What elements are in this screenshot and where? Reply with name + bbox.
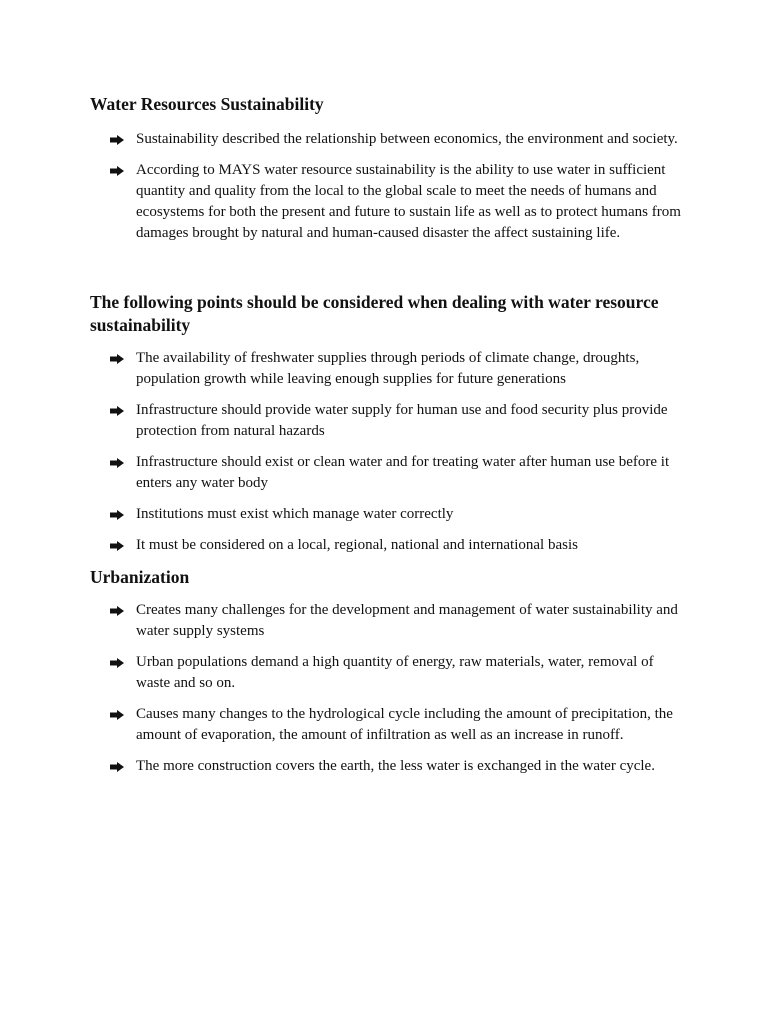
section-heading: Urbanization [90,567,190,587]
list-item [0,400,768,442]
bullet-list [0,348,768,556]
list-item-text: Infrastructure should provide water supply for human use and food security plus provide protection from natural hazards [136,402,668,439]
list-item [0,160,768,244]
list-item-text: Infrastructure should exist or clean water and for treating water after human use before it enters any water body [136,454,670,491]
right-arrow-icon [110,160,126,181]
right-arrow-icon [110,129,126,150]
list-item [0,756,768,777]
list-item [0,704,768,746]
list-item-text: The availability of freshwater supplies through periods of climate change, droughts, population growth while leaving enough supplies for future generations [136,350,640,387]
right-arrow-icon [110,400,126,421]
right-arrow-icon [110,452,126,473]
list-item [0,535,768,556]
bullet-list [0,600,768,777]
list-item-text: Causes many changes to the hydrological cycle including the amount of precipitation, the amount of evaporation, the amount of infiltration as well as an increase in runoff. [136,706,673,743]
list-item [0,504,768,525]
list-item-text: Creates many challenges for the development and management of water sustainability and water supply systems [136,602,678,639]
right-arrow-icon [110,535,126,556]
list-item [0,348,768,390]
list-item [0,452,768,494]
bullet-list [0,129,768,244]
list-item [0,652,768,694]
list-item-text: Institutions must exist which manage water correctly [136,506,454,522]
right-arrow-icon [110,504,126,525]
right-arrow-icon [110,756,126,777]
list-item-text: According to MAYS water resource sustainability is the ability to use water in sufficient quantity and quality from the local to the global scale to meet the needs of humans and ecosystems for both the present and future to sustain life as well as to protect humans from damages brought by natural and human-caused disaster the affect sustaining life. [136,162,681,241]
list-item [0,600,768,642]
right-arrow-icon [110,652,126,673]
list-item-text: It must be considered on a local, regional, national and international basis [136,537,578,553]
section-heading: Water Resources Sustainability [90,94,324,114]
list-item [0,129,768,150]
section-water-resources-sustainability [0,93,768,244]
list-item-text: Urban populations demand a high quantity of energy, raw materials, water, removal of waste and so on. [136,654,654,691]
section-urbanization [0,566,768,777]
section-points-to-consider [0,291,768,556]
section-heading: The following points should be considered when dealing with water resource sustainability [90,292,659,335]
right-arrow-icon [110,348,126,369]
list-item-text: The more construction covers the earth, the less water is exchanged in the water cycle. [136,758,655,774]
list-item-text: Sustainability described the relationship between economics, the environment and society. [136,131,678,147]
right-arrow-icon [110,600,126,621]
right-arrow-icon [110,704,126,725]
